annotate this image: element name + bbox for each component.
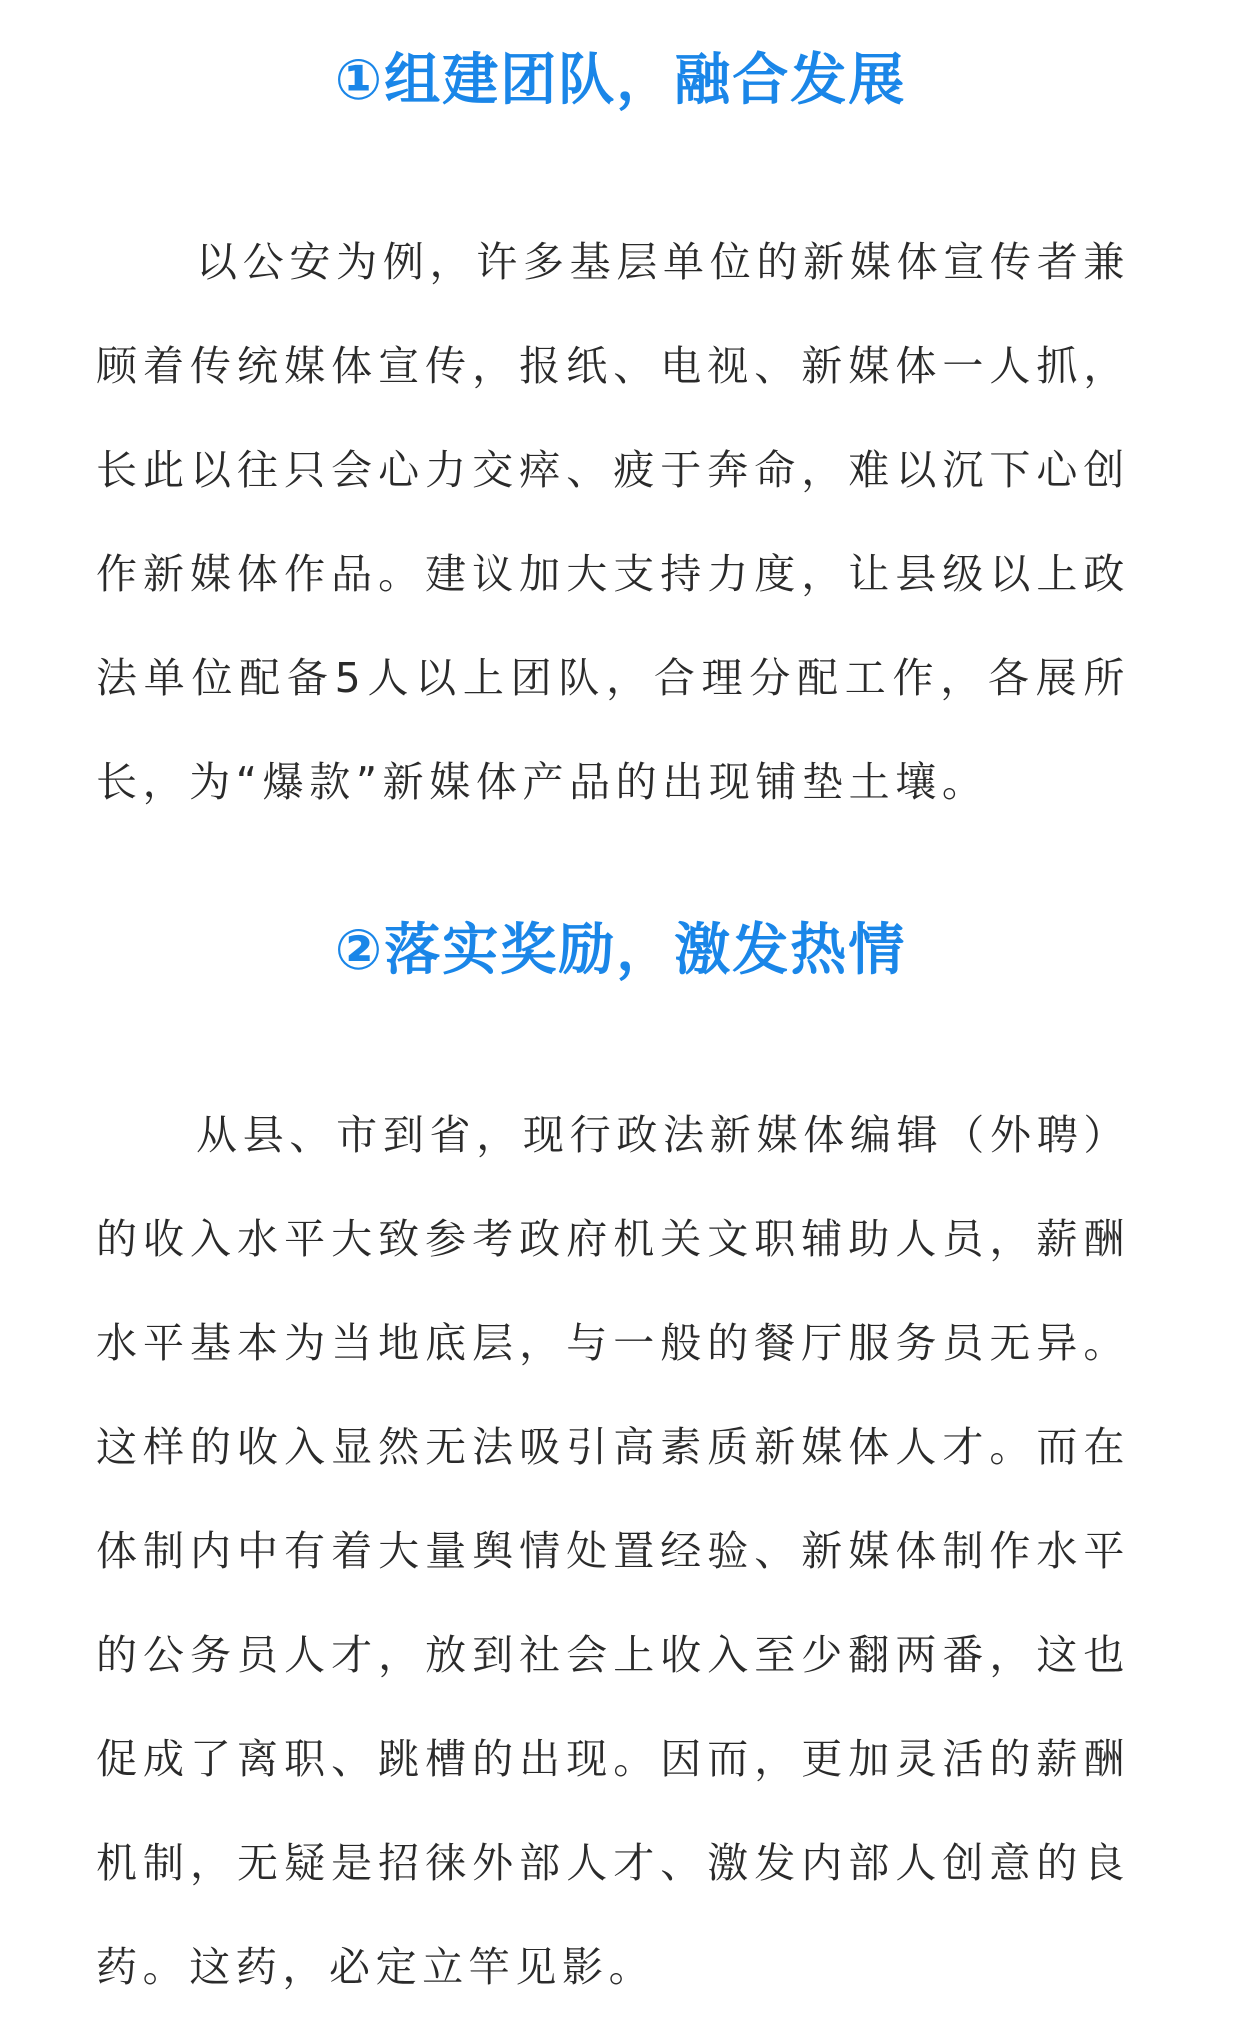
section-title-team: ①组建团队，融合发展 — [334, 48, 907, 113]
section-paragraph-reward: 从县、市到省，现行政法新媒体编辑（外聘）的收入水平大致参考政府机关文职辅助人员，薪酬水平基本为当地底层，与一般的餐厅服务员无异。这样的收入显然无法吸引高素质新媒体人才。而在体制内中有着大量舆情处置经验、新媒体制作水平的公务员人才，放到社会上收入至少翻两番，这也促成了离职、跳槽的出现。因而，更加灵活的薪酬机制，无疑是招徕外部人才、激发内部人创意的良药。这药，必定立竿见影。 — [96, 1111, 1130, 1991]
section-paragraph-team: 以公安为例，许多基层单位的新媒体宣传者兼顾着传统媒体宣传，报纸、电视、新媒体一人抓，长此以往只会心力交瘁、疲于奔命，难以沉下心创作新媒体作品。建议加大支持力度，让县级以上政法单位配备5人以上团队，合理分配工作，各展所长，为“爆款”新媒体产品的出现铺垫土壤。 — [96, 238, 1130, 806]
section-title-reward: ②落实奖励，激发热情 — [334, 918, 907, 983]
